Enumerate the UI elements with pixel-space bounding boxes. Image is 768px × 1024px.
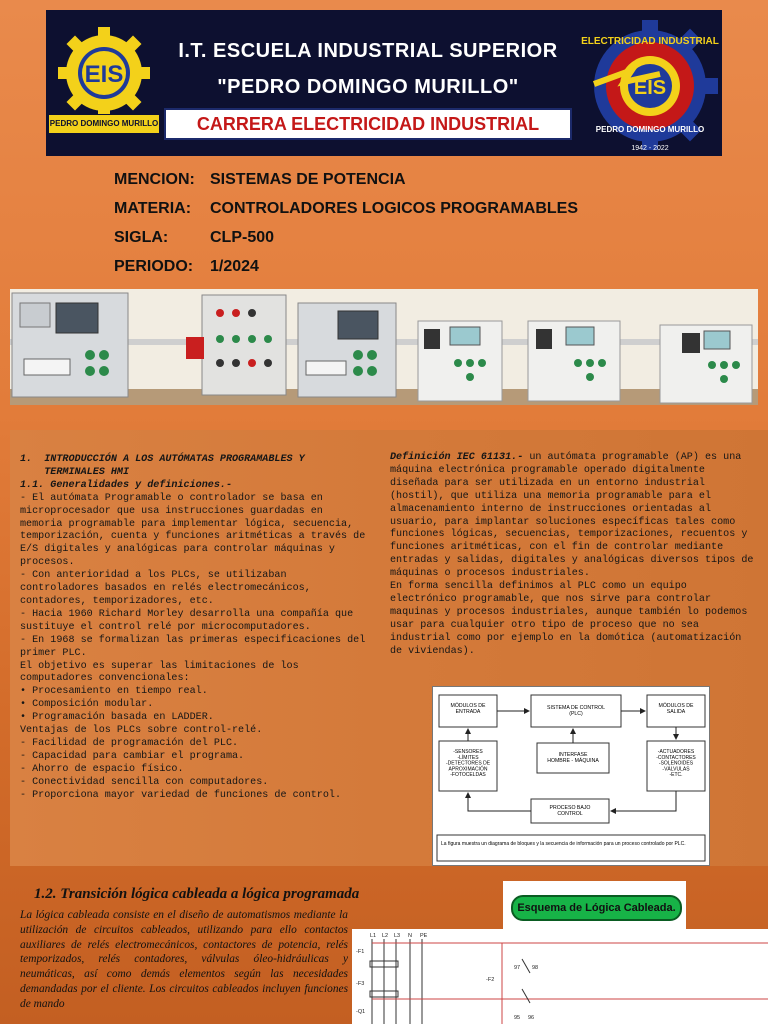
diagram-box-outputs: MÓDULOS DE SALIDA: [658, 703, 694, 715]
right-column: [390, 452, 758, 659]
logo-left-caption: PEDRO DOMINGO MURILLO: [48, 114, 160, 134]
mencion-value: SISTEMAS DE POTENCIA: [210, 171, 406, 188]
wiring-label-f3: -F3: [356, 981, 365, 987]
sigla-key: SIGLA:: [114, 229, 169, 246]
mencion-key: MENCION:: [114, 171, 195, 188]
left-column-body: - El autómata Programable o controlador se basa en microprocesador que usa instrucciones guardadas en memoria programable para implementar lógica, secuencia, temporización, cuenta y funciones aritméticas a través de E/S digitales y analógicas para controlar máquinas y procesos. - Con anterioridad a los PLCs, se utilizaban controladores basados en relés electromecánicos, contadores, temporizadores, etc. - Hacia 1960 Richard Morley desarrolla una compañía que sustituye el control relé por microcomputadores. - En 1968 se formalizan las primeras especificaciones del primer PLC. El objetivo es superar las limitaciones de los computadores convencionales: • Procesamiento en tiempo real. • Composición modular. • Programación basada en LADDER. Ventajas de los PLCs sobre control-relé. - Facilidad de programación del PLC. - Capacidad para cambiar el programa. - Ahorro de espacio físico. - Conectividad sencilla con computadores. - Proporciona mayor variedad de funciones de control.: [20, 492, 366, 801]
sigla-row: [114, 229, 274, 247]
school-name-line2: "PEDRO DOMINGO MURILLO": [217, 76, 519, 98]
subsection-heading: 1.1. Generalidades y definiciones.-: [20, 479, 233, 491]
section-1-2-text: La lógica cableada consiste en el diseño de automatismos mediante la utilización de circuitos cableados, utilizando para ello contactos auxiliares de relés electromecánicos, contactores de potencia, relés temporizados, relés contadores, válvulas óleo-hidráulicas y neumáticas, así como demás elementos según las necesidades demandadas por el cliente. Los circuitos cableados incluyen funciones de mando: [20, 909, 348, 1010]
plc-trainers-photo: [10, 289, 758, 405]
periodo-value: 1/2024: [210, 258, 259, 275]
wiring-label-l3: L3: [394, 933, 401, 939]
logo-right-years: 1942 - 2022: [631, 145, 669, 152]
left-column: [20, 454, 368, 802]
wiring-label-f1: -F1: [356, 949, 365, 955]
materia-value: CONTROLADORES LOGICOS PROGRAMABLES: [210, 200, 579, 217]
diagram-box-hmi: INTERFASE HOMBRE - MÁQUINA: [547, 752, 599, 764]
wiring-label-f2: -F2: [486, 977, 495, 983]
wiring-label-95: 95: [514, 1015, 521, 1021]
materia-row: [114, 200, 578, 218]
wiring-label-q1: -Q1: [356, 1009, 366, 1015]
diagram-box-process: PROCESO BAJO CONTROL: [549, 805, 591, 817]
school-name-line1: I.T. ESCUELA INDUSTRIAL SUPERIOR: [178, 40, 558, 62]
definition-label: Definición IEC 61131.-: [390, 452, 524, 463]
materia-key: MATERIA:: [114, 200, 192, 217]
diagram-box-control: SISTEMA DE CONTROL (PLC): [547, 705, 605, 717]
logo-right-letters: EIS: [633, 77, 667, 99]
wiring-label-96: 96: [528, 1015, 535, 1021]
header-banner: [46, 10, 722, 156]
diagram-caption: La figura muestra un diagrama de bloques y la secuencia de información para un proceso controlado por PLC.: [441, 841, 686, 847]
periodo-key: PERIODO:: [114, 258, 194, 275]
definition-body: un autómata programable (AP) es una máquina electrónica programable operado digitalmente diseñada para ser utilizada en un entorno industrial (hostil), que utiliza una memoria programable para el almacenamiento interno de instrucciones orientadas al usuario, para implantar soluciones específicas tales como funciones lógicas, secuencias, temporizaciones, recuentos y funciones aritméticas, con el fin de controlar mediante entradas y salidas, digitales y analógicas diversos tipos de máquinas o procesos industriales. En forma sencilla definimos al PLC como un equipo electrónico programable, que nos sirve para controlar maquinas y procesos industriales, aunque también lo podemos usar para cualquier otro tipo de proceso que no sea industrial como por ejemplo en la domótica (automatización de viviendas).: [390, 452, 754, 657]
section-1-2-title: 1.2. Transición lógica cableada a lógica programada: [34, 886, 360, 902]
logo-right-arc-text: ELECTRICIDAD INDUSTRIAL: [581, 36, 719, 47]
wiring-label-l1: L1: [370, 933, 377, 939]
scheme-label-box: [503, 881, 686, 929]
career-title: CARRERA ELECTRICIDAD INDUSTRIAL: [164, 108, 572, 140]
electricity-gear-logo-right: [574, 14, 720, 154]
wiring-label-98: 98: [532, 965, 539, 971]
diagram-box-actuators: -ACTUADORES -CONTACTORES -SOLENOIDES -VÁLVULAS -ETC.: [656, 749, 696, 778]
section-heading: 1. INTRODUCCIÓN A LOS AUTÓMATAS PROGRAMABLES Y TERMINALES HMI: [20, 454, 305, 478]
mencion-row: [114, 171, 406, 189]
wiring-label-n: N: [408, 933, 412, 939]
diagram-box-sensors: -SENSORES -LÍMITES -DETECTORES DE APROXIMACIÓN -FOTOCELDAS: [445, 749, 491, 778]
logo-right-bottom-text: PEDRO DOMINGO MURILLO: [595, 125, 705, 134]
scheme-label: Esquema de Lógica Cableada.: [511, 895, 682, 921]
periodo-row: [114, 258, 259, 276]
diagram-box-inputs: MÓDULOS DE ENTRADA: [450, 703, 486, 715]
logo-left-letters: EIS: [84, 61, 124, 88]
wiring-label-pe: PE: [420, 933, 428, 939]
wiring-label-97: 97: [514, 965, 521, 971]
wired-logic-schematic: [352, 929, 768, 1024]
wiring-label-l2: L2: [382, 933, 389, 939]
sigla-value: CLP-500: [210, 229, 275, 246]
plc-block-diagram: [432, 686, 710, 866]
